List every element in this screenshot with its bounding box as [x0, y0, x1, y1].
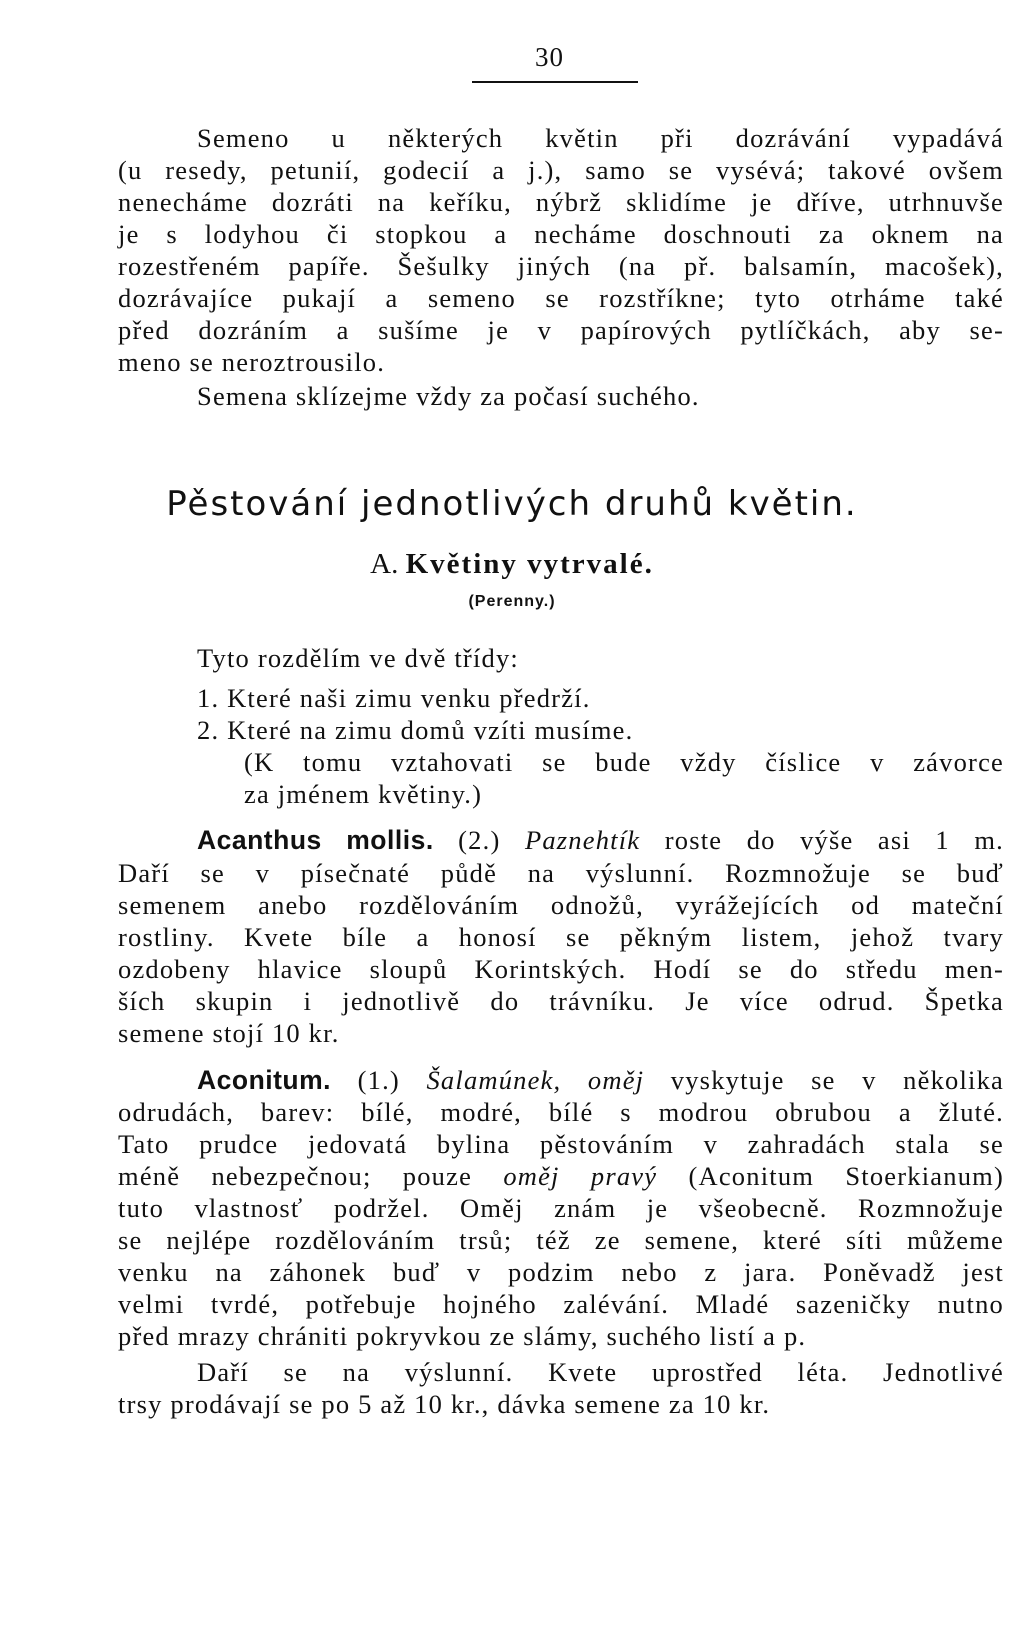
class-ref: (1.)	[357, 1065, 400, 1095]
text-line: odrudách, barev: bílé, modré, bílé s modrou obrubou a žluté.	[118, 1097, 1004, 1127]
entry-aconitum	[197, 1064, 1004, 1096]
text-fragment: vyskytuje se v několika	[670, 1065, 1005, 1095]
text-line: je s lodyhou či stopkou a necháme doschnouti za oknem na	[118, 219, 1004, 249]
text-line: za jménem květiny.)	[244, 779, 483, 809]
text-line: Semeno u některých květin při dozrávání vypadává	[197, 123, 1004, 153]
text-line: (K tomu vztahovati se bude vždy číslice v závorce	[244, 747, 1004, 777]
text-line: ozdobeny hlavice sloupů Korintských. Hodí se do středu men-	[118, 954, 1004, 984]
text-line: před dozráním a sušíme je v papírových pytlíčkách, aby se-	[118, 315, 1004, 345]
text-fragment: méně nebezpečnou; pouze	[118, 1161, 473, 1191]
text-line: nenecháme dozráti na keříku, nýbrž sklidíme je dříve, utrhnuvše	[118, 187, 1004, 217]
czech-name: Paznehtík	[524, 825, 641, 855]
text-line: trsy prodávají se po 5 až 10 kr., dávka semene za 10 kr.	[118, 1389, 771, 1419]
entry-acanthus	[197, 824, 1004, 856]
text-line	[118, 1160, 1004, 1192]
text-line: dozrávajíce pukají a semeno se rozstříkne; tyto otrháme také	[118, 283, 1004, 313]
text-line: Daří se v písečnaté půdě na výslunní. Rozmnožuje se buď	[118, 858, 1004, 888]
list-item: 1. Které naši zimu venku předrží.	[197, 683, 591, 713]
text-line: rostliny. Kvete bíle a honosí se pěkným listem, jehož tvary	[118, 922, 1004, 952]
text-line: semene stojí 10 kr.	[118, 1018, 340, 1048]
text-line: ších skupin i jednotlivě do trávníku. Je více odrud. Špetka	[118, 986, 1004, 1016]
plant-name: Aconitum.	[197, 1065, 332, 1095]
subsection-note: (Perenny.)	[468, 593, 556, 610]
subsection-heading	[0, 548, 1024, 581]
subsection-letter: A.	[370, 548, 399, 580]
section-heading: Pěstování jednotlivých druhů květin.	[166, 484, 858, 524]
page-number-rule	[472, 81, 638, 83]
text-line: meno se neroztrousilo.	[118, 347, 386, 377]
list-item: 2. Které na zimu domů vzíti musíme.	[197, 715, 634, 745]
plant-name: Acanthus mollis.	[197, 825, 434, 855]
czech-name: Šalamúnek, oměj	[426, 1065, 645, 1095]
text-line: se nejlépe rozdělováním trsů; též ze semene, které síti můžeme	[118, 1225, 1004, 1255]
text-line: venku na záhonek buď v podzim nebo z jara. Poněvadž jest	[118, 1257, 1004, 1287]
text-line: Semena sklízejme vždy za počasí suchého.	[197, 381, 700, 411]
text-line: Tyto rozdělím ve dvě třídy:	[197, 643, 519, 673]
text-line: před mrazy chrániti pokryvkou ze slámy, suchého listí a p.	[118, 1321, 807, 1351]
text-line: Daří se na výslunní. Kvete uprostřed léta. Jednotlivé	[197, 1357, 1004, 1387]
class-ref: (2.)	[458, 825, 501, 855]
text-line: velmi tvrdé, potřebuje hojného zalévání. Mladé sazeničky nutno	[118, 1289, 1004, 1319]
czech-name: oměj pravý	[503, 1161, 658, 1191]
page-number: 30	[535, 42, 564, 72]
text-fragment: roste do výše asi 1 m.	[664, 825, 1004, 855]
text-line: tuto vlastnosť podržel. Oměj znám je všeobecně. Rozmnožuje	[118, 1193, 1004, 1223]
text-line: semenem anebo rozdělováním odnožů, vyrážejících od mateční	[118, 890, 1004, 920]
subsection-title: Květiny vytrvalé.	[405, 548, 654, 580]
text-line: Tato prudce jedovatá bylina pěstováním v zahradách stala se	[118, 1129, 1004, 1159]
text-line: rozestřeném papíře. Šešulky jiných (na př. balsamín, macošek),	[118, 251, 1004, 281]
text-line: (u resedy, petunií, godecií a j.), samo se vysévá; takové ovšem	[118, 155, 1004, 185]
text-fragment: (Aconitum Stoerkianum)	[688, 1161, 1004, 1191]
